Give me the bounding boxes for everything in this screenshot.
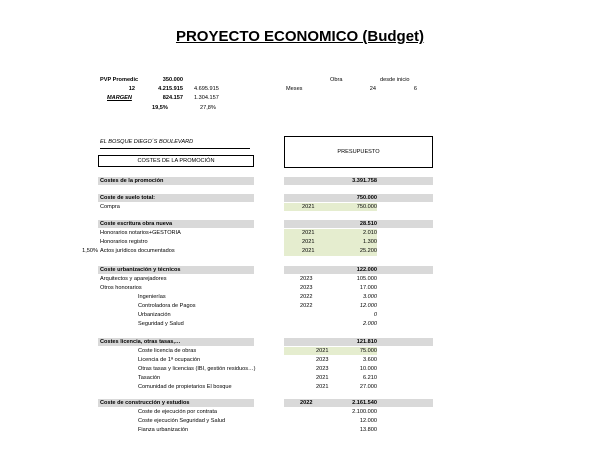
urbanizacion-subrow-value: 12.000 — [359, 303, 377, 309]
desde-inicio-value: 6 — [413, 86, 417, 92]
costes-box-label: COSTES DE LA PROMOCIÓN — [137, 158, 215, 164]
escritura-row-label: Honorarios notarios+GESTORIA — [100, 230, 181, 236]
urbanizacion-row-value: 17.000 — [359, 285, 377, 291]
urbanizacion-row-value: 105.000 — [356, 276, 377, 282]
margin1-value: 824.157 — [162, 95, 183, 101]
suelo-row-year: 2021 — [302, 204, 315, 210]
urbanizacion-subrow-label: Seguridad y Salud — [138, 321, 184, 327]
escritura-row-label: Actos jurídicos documentados — [100, 248, 175, 254]
escritura-row-value: 25.200 — [359, 248, 377, 254]
costes-total-label: Costes de la promoción — [100, 178, 164, 184]
construccion-row-value: 2.100.000 — [352, 409, 377, 415]
meses-label: Meses — [286, 86, 303, 92]
escritura-row-value: 1.300 — [363, 239, 377, 245]
urbanizacion-subrow-label: Ingenierías — [138, 294, 166, 300]
urbanizacion-row-label: Otros honorarios — [100, 285, 142, 291]
licencia-row-value: 6.210 — [363, 375, 377, 381]
licencia-row-value: 3.600 — [363, 357, 377, 363]
escritura-row-pct: 1,50% — [82, 248, 98, 254]
suelo-value: 750.000 — [356, 195, 377, 201]
costes-total-value: 3.391.758 — [352, 178, 377, 184]
licencia-row-year: 2021 — [316, 375, 329, 381]
obra-value: 24 — [369, 86, 376, 92]
urbanizacion-subrow-label: Controladora de Pagos — [138, 303, 196, 309]
licencia-row-year: 2023 — [316, 357, 329, 363]
licencia-row-label: Otras tasas y licencias (IBI, gestión residuos…) — [138, 366, 256, 372]
total1-value: 4.215.915 — [158, 86, 183, 92]
construccion-row-value: 12.000 — [359, 418, 377, 424]
escritura-row-year: 2021 — [302, 230, 315, 236]
licencia-value: 121.810 — [356, 339, 377, 345]
pct1-value: 19,5% — [152, 105, 168, 111]
licencia-header: Costes licencia, otras tasas,… — [100, 339, 181, 345]
urbanizacion-subrow-value: 0 — [373, 312, 377, 318]
licencia-row-value: 27.000 — [359, 384, 377, 390]
desde-inicio-label: desde inicio — [380, 77, 410, 83]
urbanizacion-subrow-year: 2022 — [300, 303, 313, 309]
presupuesto-box — [284, 136, 433, 168]
pvp-label: PVP Promedic — [100, 77, 139, 83]
project-name: EL BOSQUE DIEGO´S BOULEVARD — [100, 139, 194, 145]
urbanizacion-subrow-value: 3.000 — [363, 294, 377, 300]
escritura-row-label: Honorarios registro — [100, 239, 148, 245]
escritura-header: Coste escritura obra nueva — [100, 221, 173, 227]
urbanizacion-row-year: 2023 — [300, 276, 313, 282]
urbanizacion-subrow-year: 2022 — [300, 294, 313, 300]
escritura-row-year: 2021 — [302, 248, 315, 254]
licencia-row-label: Comunidad de propietarios El bosque — [138, 384, 232, 390]
construccion-header: Coste de construcción y estudios — [100, 400, 190, 406]
suelo-row-value: 750.000 — [356, 204, 377, 210]
escritura-row-year: 2021 — [302, 239, 315, 245]
costes-box — [98, 155, 254, 167]
presupuesto-label: PRESUPUESTO — [337, 149, 380, 155]
licencia-row-label: Tasación — [138, 375, 161, 381]
construccion-year: 2022 — [300, 400, 313, 406]
margin-label: MARGEN — [107, 95, 132, 101]
licencia-row-year: 2023 — [316, 366, 329, 372]
urbanizacion-row-label: Arquitectos y aparejadores — [100, 276, 167, 282]
urbanizacion-subrow-label: Urbanización — [138, 312, 171, 318]
urbanizacion-subrow-value: 2.000 — [363, 321, 377, 327]
licencia-row-year: 2021 — [316, 348, 329, 354]
urbanizacion-header: Coste urbanización y técnicos — [100, 267, 181, 273]
obra-label: Obra — [330, 77, 343, 83]
suelo-row-label: Compra — [100, 204, 120, 210]
urbanizacion-value: 122.000 — [356, 267, 377, 273]
project-underline — [100, 148, 250, 149]
escritura-row-value: 2.010 — [363, 230, 377, 236]
licencia-row-year: 2021 — [316, 384, 329, 390]
construccion-row-label: Coste de ejecución por contrata — [138, 409, 217, 415]
licencia-row-value: 10.000 — [359, 366, 377, 372]
construccion-row-label: Coste ejecución Seguridad y Salud — [138, 418, 226, 424]
units-value: 12 — [128, 86, 135, 92]
licencia-row-label: Licencia de 1ª ocupación — [138, 357, 201, 363]
escritura-value: 28.510 — [359, 221, 377, 227]
licencia-row-label: Coste licencia de obras — [138, 348, 197, 354]
construccion-row-value: 13.800 — [359, 427, 377, 433]
construccion-row-label: Fianza urbanización — [138, 427, 189, 433]
suelo-header: Coste de suelo total: — [100, 195, 156, 201]
construccion-value: 2.161.540 — [352, 400, 377, 406]
pvp-value: 350.000 — [162, 77, 183, 83]
urbanizacion-row-year: 2023 — [300, 285, 313, 291]
margin2-value: 1.304.157 — [194, 95, 219, 101]
total2-value: 4.695.915 — [194, 86, 219, 92]
pct2-value: 27,8% — [200, 105, 216, 111]
page-title: PROYECTO ECONOMICO (Budget) — [175, 28, 425, 45]
licencia-row-value: 75.000 — [359, 348, 377, 354]
